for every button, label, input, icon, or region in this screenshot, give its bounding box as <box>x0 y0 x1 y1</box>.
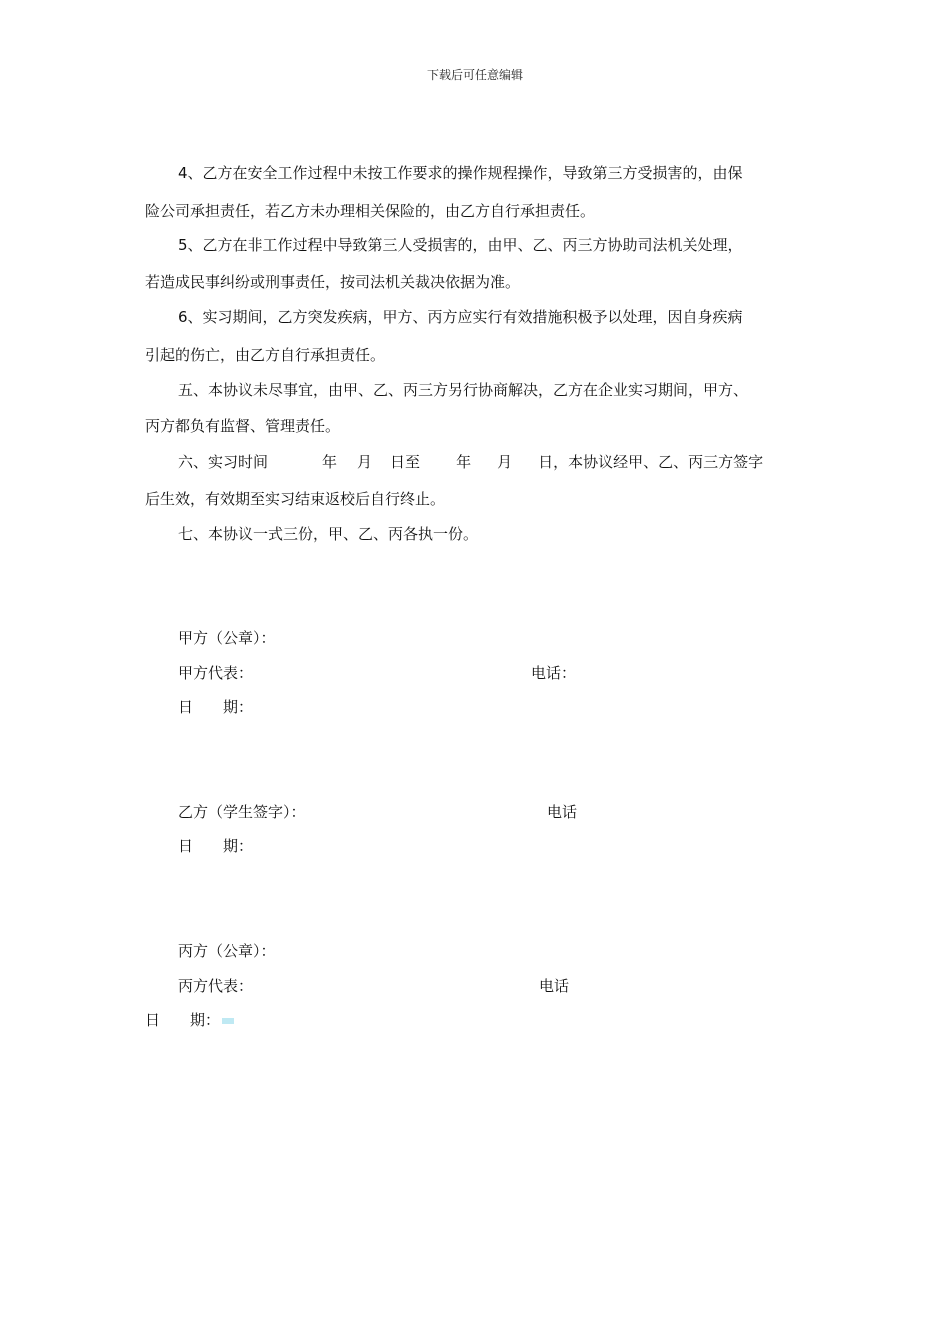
cursor-highlight <box>222 1018 234 1024</box>
party-a-rep-label: 甲方代表： <box>178 664 254 682</box>
internship-period-label: 六、实习时间 <box>178 453 269 471</box>
year-label: 年 <box>322 453 338 471</box>
party-b-phone-label: 电话 <box>547 803 578 821</box>
section-7: 七、本协议一式三份，甲、乙、丙各执一份。 <box>178 525 479 543</box>
month-label: 月 <box>357 453 373 471</box>
clause-5-line-2: 若造成民事纠纷或刑事责任，按司法机关裁决依据为准。 <box>145 273 521 291</box>
day-tail-text: 日，本协议经甲、乙、丙三方签字 <box>538 453 764 471</box>
month-label: 月 <box>497 453 513 471</box>
year-label: 年 <box>456 453 472 471</box>
section-5-line-1: 五、本协议未尽事宜，由甲、乙、丙三方另行协商解决，乙方在企业实习期间，甲方、 <box>178 381 749 399</box>
party-c-rep-label: 丙方代表： <box>178 977 254 995</box>
party-c-phone-label: 电话 <box>539 977 570 995</box>
section-6-line-1 <box>178 452 763 472</box>
party-c-date-row <box>145 1010 234 1030</box>
clause-6-line-1: 6、实习期间，乙方突发疾病，甲方、丙方应实行有效措施积极予以处理，因自身疾病 <box>178 308 743 326</box>
page-header: 下载后可任意编辑 <box>426 68 523 82</box>
section-6-line-2: 后生效，有效期至实习结束返校后自行终止。 <box>145 490 446 508</box>
party-c-seal-label: 丙方（公章）： <box>178 942 276 960</box>
clause-4-line-1: 4、乙方在安全工作过程中未按工作要求的操作规程操作，导致第三方受损害的，由保 <box>178 164 743 182</box>
clause-4-line-2: 险公司承担责任，若乙方未办理相关保险的，由乙方自行承担责任。 <box>145 202 596 220</box>
section-5-line-2: 丙方都负有监督、管理责任。 <box>145 417 341 435</box>
party-a-phone-label: 电话： <box>531 664 577 682</box>
party-b-sign-label: 乙方（学生签字）： <box>178 803 306 821</box>
day-to-label: 日至 <box>390 453 421 471</box>
party-a-date-label: 日 期： <box>178 698 254 716</box>
party-a-seal-label: 甲方（公章）： <box>178 629 276 647</box>
party-b-date-label: 日 期： <box>178 837 254 855</box>
clause-5-line-1: 5、乙方在非工作过程中导致第三人受损害的，由甲、乙、丙三方协助司法机关处理， <box>178 236 743 254</box>
party-c-date-label: 日 期： <box>145 1011 221 1029</box>
clause-6-line-2: 引起的伤亡，由乙方自行承担责任。 <box>145 346 386 364</box>
